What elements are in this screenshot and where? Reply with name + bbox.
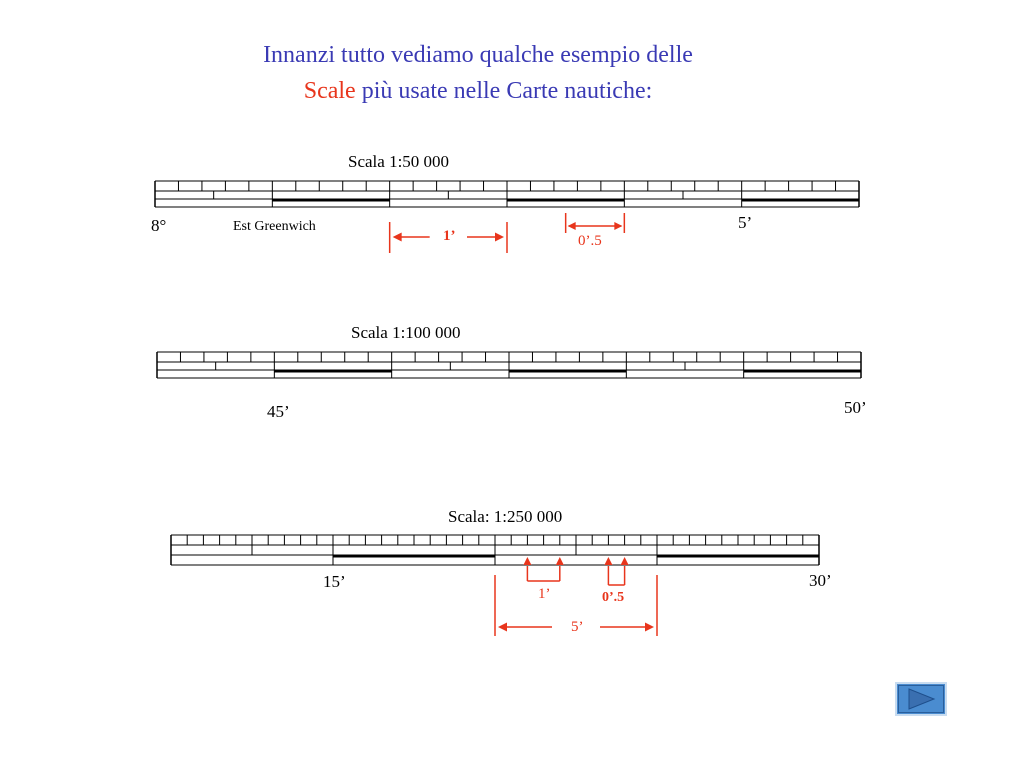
arrow-head [568,222,576,230]
slide-title-line2-rest: più usate nelle Carte nautiche: [355,78,653,104]
arrow-head [556,557,564,565]
scale-keyword: Scale [303,78,356,104]
scale3-start-label: 15’ [323,572,346,591]
play-triangle-icon [897,684,945,714]
scale1-half-minute-label: 0’.5 [578,233,602,249]
arrow-head [495,233,504,242]
scale3-half-minute-label: 0’.5 [602,590,625,605]
scale1-end-label: 5’ [738,213,753,232]
arrow-head [614,222,622,230]
arrow-head [645,623,654,632]
next-slide-button[interactable] [895,682,947,716]
arrow-head [621,557,629,565]
scale3-one-minute-label: 1’ [538,586,551,602]
arrow-head [604,557,612,565]
scale1-start-label: 8° [151,216,167,235]
scale1-start-note: Est Greenwich [233,219,316,234]
arrow-head [498,623,507,632]
arrow-head [393,233,402,242]
slide-title-line1: Innanzi tutto vediamo qualche esempio delle [263,42,693,68]
scale3-five-minute-label: 5’ [571,619,584,635]
scale2-end-label: 50’ [844,398,867,417]
scale2-start-label: 45’ [267,402,290,421]
scale1-one-minute-label: 1’ [443,228,456,244]
scale2-caption: Scala 1:100 000 [351,323,461,342]
scale3-end-label: 30’ [809,571,832,590]
scale1-caption: Scala 1:50 000 [348,152,450,171]
arrow-head [523,557,531,565]
scale3-caption: Scala: 1:250 000 [448,507,563,526]
